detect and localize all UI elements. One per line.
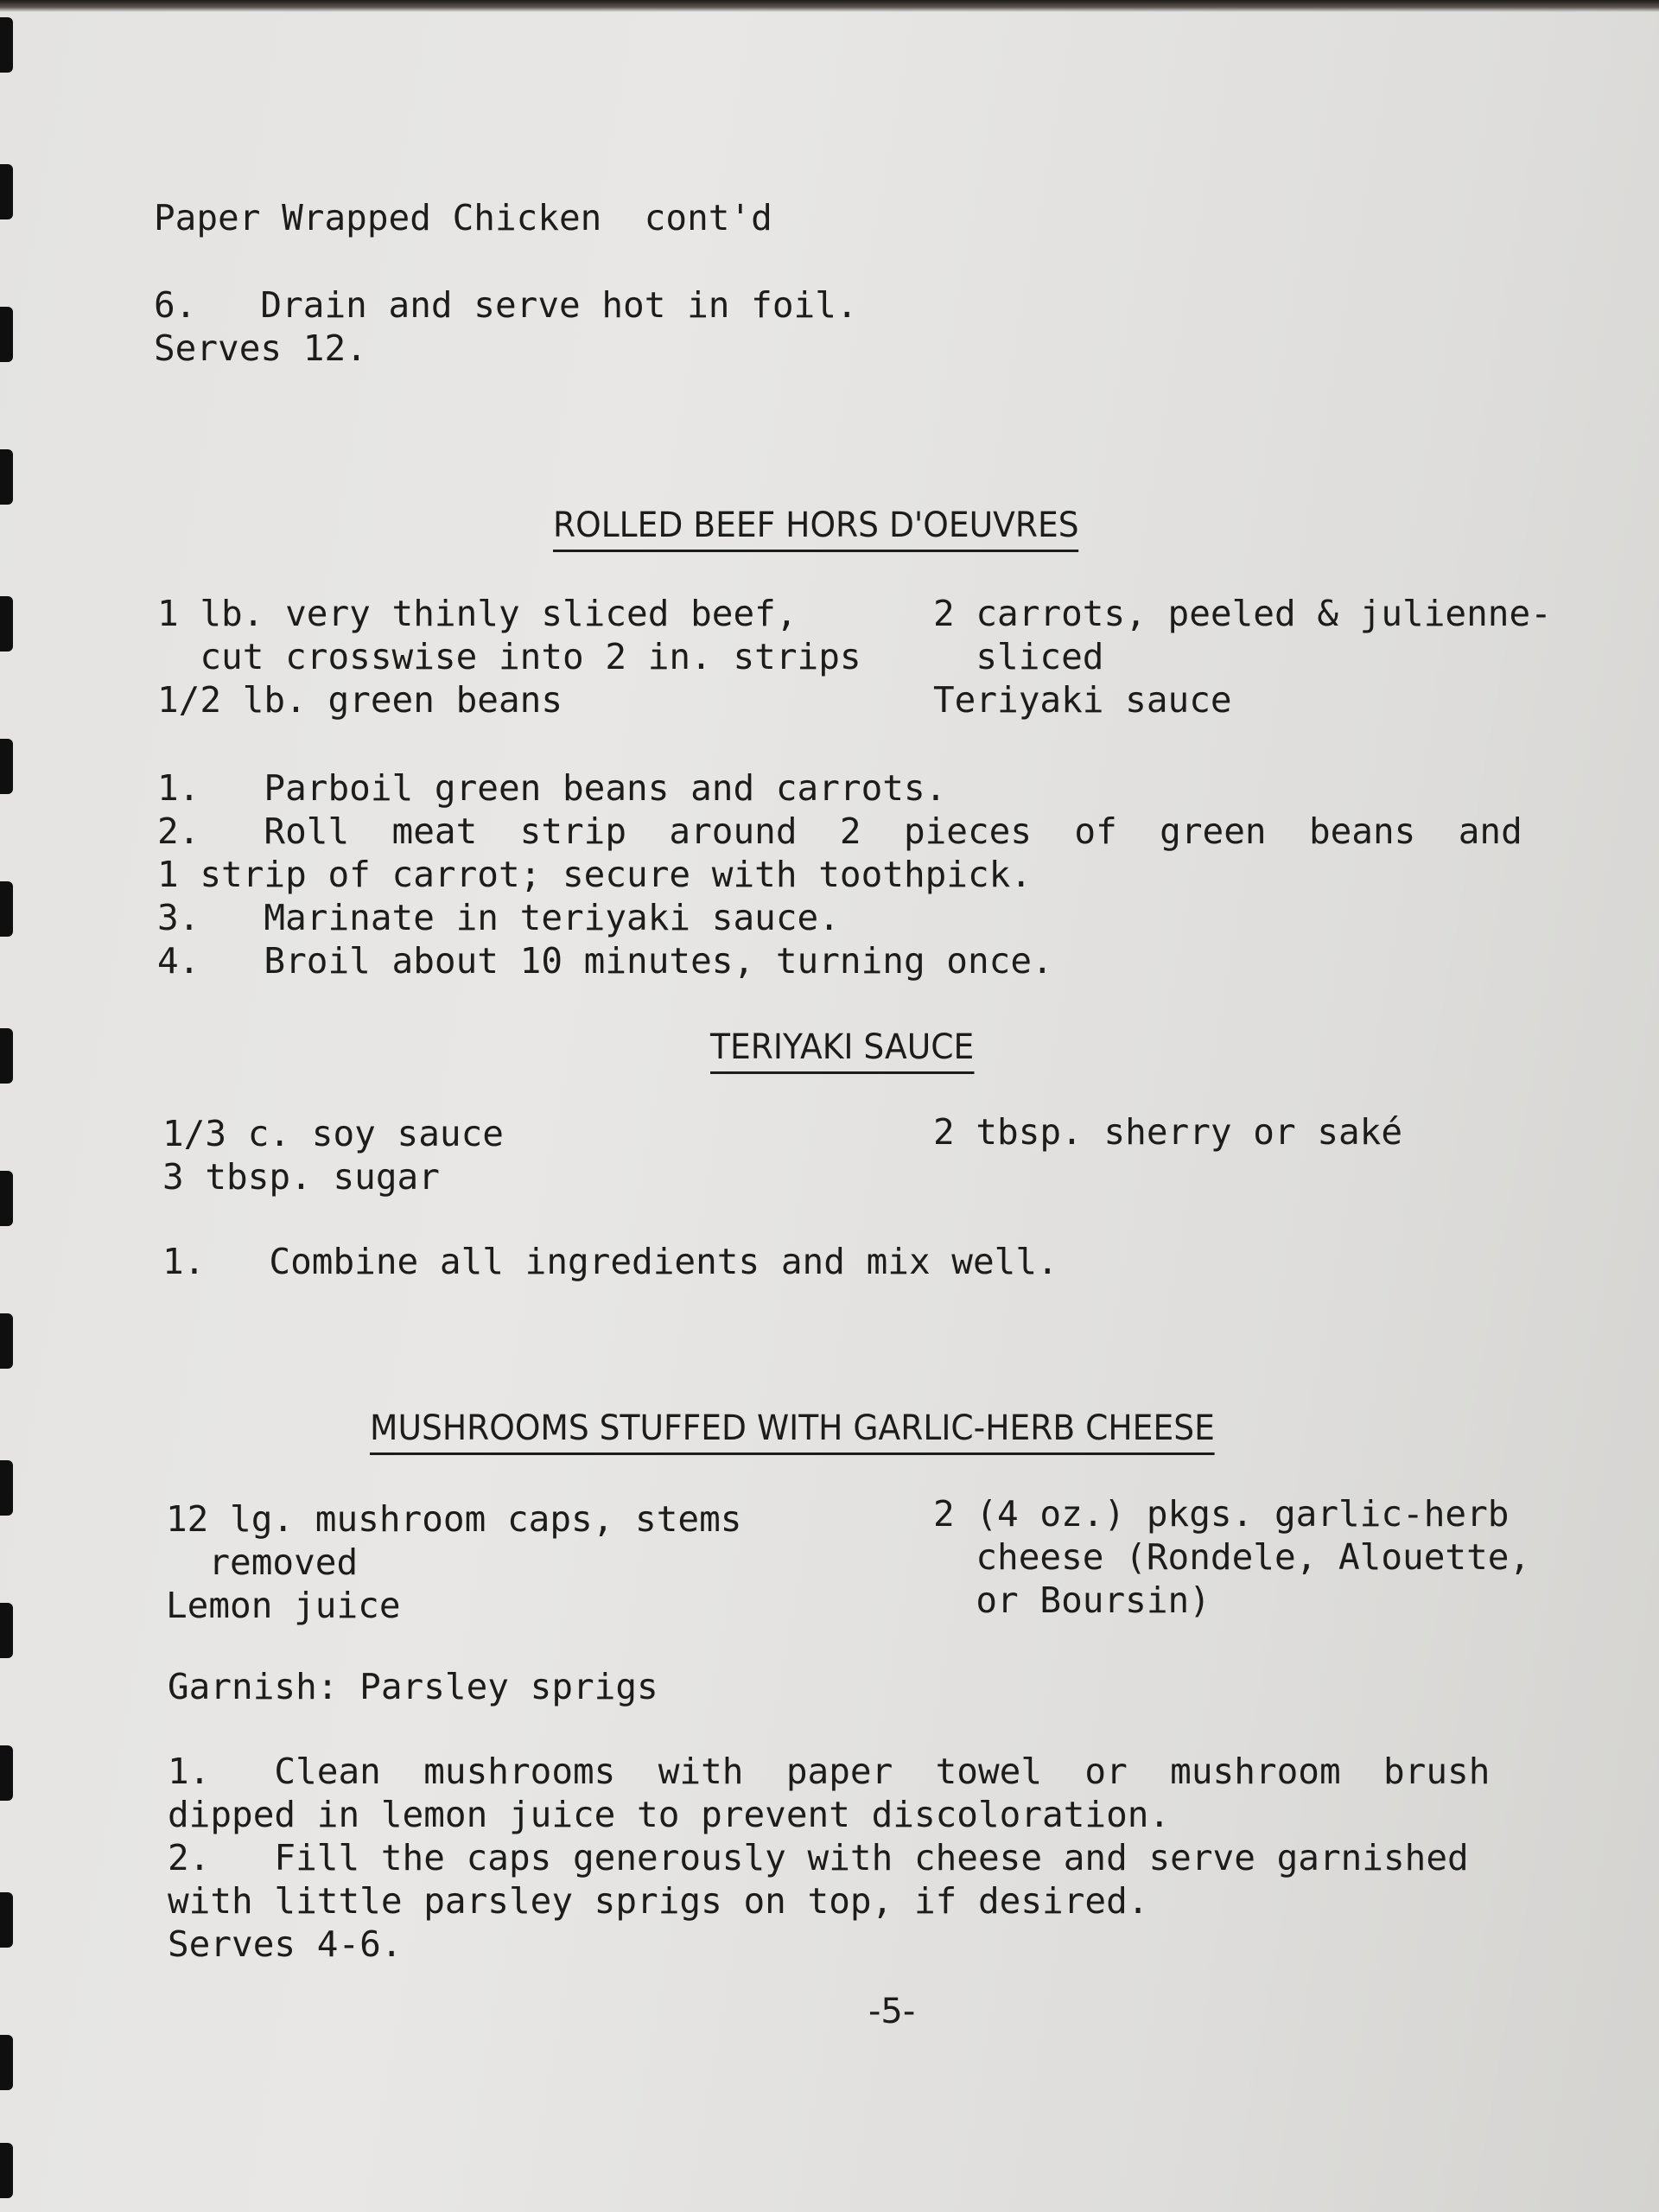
mushrooms-title: MUSHROOMS STUFFED WITH GARLIC-HERB CHEESE [370, 1411, 1215, 1455]
mushrooms-step: with little parsley sprigs on top, if desired. [168, 1880, 1149, 1922]
mushrooms-ingredient-left: Lemon juice [166, 1585, 401, 1626]
rolled-beef-step: 1. Parboil green beans and carrots. [157, 767, 947, 809]
page-top-edge [0, 0, 1659, 12]
rolled-beef-ingredient-left: cut crosswise into 2 in. strips [157, 636, 861, 677]
rolled-beef-title: ROLLED BEEF HORS D'OEUVRES [553, 508, 1079, 552]
teriyaki-ingredient-left: 3 tbsp. sugar [162, 1156, 440, 1198]
rolled-beef-step: 3. Marinate in teriyaki sauce. [157, 897, 840, 938]
rolled-beef-step: 1 strip of carrot; secure with toothpick. [157, 854, 1033, 895]
mushrooms-step: 2. Fill the caps generously with cheese and serve garnished [168, 1837, 1469, 1878]
mushrooms-ingredient-right: or Boursin) [933, 1580, 1211, 1621]
continued-header: Paper Wrapped Chicken cont'd [154, 197, 772, 238]
rolled-beef-ingredient-left: 1/2 lb. green beans [157, 679, 563, 721]
teriyaki-ingredient-right: 2 tbsp. sherry or saké [933, 1111, 1403, 1153]
paper-chicken-serves: Serves 12. [154, 327, 367, 369]
rolled-beef-ingredient-right: sliced [933, 636, 1104, 677]
mushrooms-step: 1. Clean mushrooms with paper towel or mushroom brush [168, 1751, 1491, 1792]
mushrooms-step: dipped in lemon juice to prevent discoloration. [168, 1794, 1171, 1835]
page-number: -5- [868, 1992, 916, 2031]
teriyaki-step: 1. Combine all ingredients and mix well. [162, 1241, 1058, 1282]
rolled-beef-ingredient-right: 2 carrots, peeled & julienne- [933, 593, 1552, 634]
rolled-beef-step: 2. Roll meat strip around 2 pieces of green beans and [157, 810, 1522, 852]
mushrooms-garnish: Garnish: Parsley sprigs [168, 1666, 658, 1707]
mushrooms-ingredient-right: 2 (4 oz.) pkgs. garlic-herb [933, 1493, 1510, 1535]
rolled-beef-ingredient-right: Teriyaki sauce [933, 679, 1232, 721]
teriyaki-ingredient-left: 1/3 c. soy sauce [162, 1113, 504, 1154]
mushrooms-serves: Serves 4-6. [168, 1923, 403, 1965]
paper-chicken-step-6: 6. Drain and serve hot in foil. [154, 284, 858, 326]
rolled-beef-step: 4. Broil about 10 minutes, turning once. [157, 940, 1053, 982]
teriyaki-title: TERIYAKI SAUCE [710, 1030, 974, 1074]
rolled-beef-ingredient-left: 1 lb. very thinly sliced beef, [157, 593, 798, 634]
mushrooms-ingredient-right: cheese (Rondele, Alouette, [933, 1536, 1531, 1578]
mushrooms-ingredient-left: 12 lg. mushroom caps, stems [166, 1498, 742, 1540]
mushrooms-ingredient-left: removed [166, 1541, 359, 1583]
spiral-binding [0, 0, 22, 2212]
